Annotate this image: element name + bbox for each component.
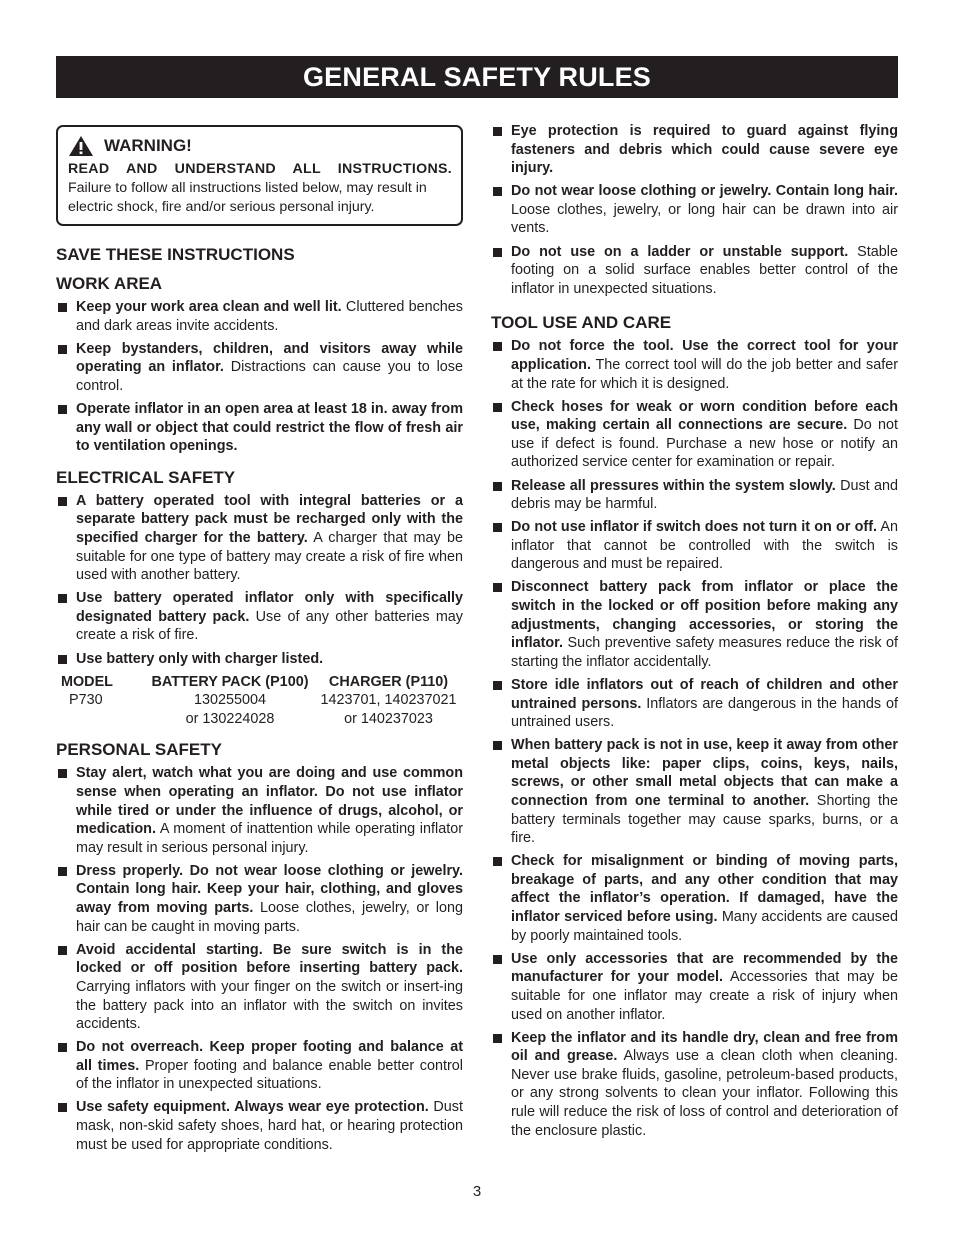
section-electrical-safety: [56, 467, 463, 729]
rule-text: Loose clothes, jewelry, or long hair can be drawn into air vents.: [511, 201, 898, 237]
bullet-square-icon: [493, 681, 502, 690]
bullet-square-icon: [493, 248, 502, 257]
warning-lead: READ AND UNDERSTAND ALL INSTRUCTIONS.: [68, 161, 452, 177]
rule-bold: Do not overreach. Keep proper footing and balance at all times.: [76, 1039, 463, 1074]
bullet-square-icon: [493, 857, 502, 866]
section-heading: TOOL USE AND CARE: [491, 313, 672, 333]
rule-bold: Operate inflator in an open area at least 18 in. away from any wall or object that could restrict the flow of fresh air to ventilation openings.: [76, 400, 463, 455]
rule-bold: Release all pressures within the system slowly.: [511, 477, 836, 494]
warning-box: [56, 125, 463, 226]
warning-header: [68, 135, 452, 157]
table-row: [56, 691, 463, 710]
rule-item: [491, 518, 898, 574]
rule-item: [491, 852, 898, 945]
table-cell: or 140237023: [344, 710, 433, 727]
rule-bold: Keep the inflator and its handle dry, clean and free from oil and grease.: [511, 1029, 898, 1065]
rule-text: The correct tool will do the job better and safer at the rate for which it is designed.: [511, 356, 898, 392]
rule-item: [56, 298, 463, 335]
rule-item: [491, 736, 898, 848]
bullet-square-icon: [58, 867, 67, 876]
bullet-square-icon: [493, 342, 502, 351]
rule-bold: Check for misalignment or binding of moving parts, breakage of parts, and any other condition that may affect the inflator’s operation. If damaged, have the inflator serviced before using.: [511, 853, 898, 926]
rule-item: [491, 337, 898, 393]
rule-bold: Keep bystanders, children, and visitors away while operating an inflator.: [76, 340, 463, 376]
page-title: GENERAL SAFETY RULES: [56, 56, 898, 98]
table-header-row: [56, 673, 463, 692]
rule-item: [56, 492, 463, 585]
rule-bold: Check hoses for weak or worn condition before each use, making certain all connections are secure.: [511, 398, 898, 434]
rule-text: Cluttered benches and dark areas invite accidents.: [76, 299, 463, 334]
rule-text: Do not use if defect is found. Purchase a new hose or notify an authorized service center for examination or repair.: [511, 417, 898, 471]
left-column: [56, 122, 463, 1165]
rule-item: [56, 1038, 463, 1094]
rule-text: Stable footing on a solid surface enables better control of the inflator in unexpected situations.: [511, 243, 898, 297]
rule-bold: Do not wear loose clothing or jewelry. Contain long hair.: [511, 183, 898, 200]
rule-bold: Stay alert, watch what you are doing and use common sense when operating an inflator. Do not use inflator while tired or under the influence of drugs, alcohol, or medication.: [76, 765, 463, 838]
bullet-square-icon: [493, 523, 502, 532]
rule-text: A charger that may be suitable for one type of battery may create a risk of fire when used with another battery.: [76, 529, 463, 584]
rule-item: [491, 243, 898, 299]
section-heading: PERSONAL SAFETY: [56, 740, 222, 760]
rule-bold: Do not force the tool. Use the correct tool for your application.: [511, 338, 898, 373]
section-heading: WORK AREA: [56, 274, 163, 293]
bullet-square-icon: [58, 303, 67, 312]
rule-item: [56, 340, 463, 396]
section-personal-safety-continued: [491, 122, 898, 298]
rule-item: [56, 589, 463, 645]
rule-item: [56, 1098, 463, 1154]
rule-item: [56, 941, 463, 1034]
bullet-square-icon: [58, 405, 67, 414]
rule-bold: A battery operated tool with integral batteries or a separate battery pack must be recharged only with the specified charger for the battery.: [76, 492, 463, 546]
bullet-square-icon: [493, 127, 502, 136]
rule-bold: Store idle inflators out of reach of children and other untrained persons.: [511, 676, 898, 712]
rule-bold: Use battery only with charger listed.: [76, 650, 324, 667]
bullet-square-icon: [58, 345, 67, 354]
rule-text: Always use a clean cloth when cleaning. Never use brake fluids, gasoline, petroleum-based products, or any strong solvents to clean your inflator. Following this rule will reduce the risk of loss of control and deterioration of the enclosure plastic.: [511, 1048, 898, 1139]
section-tool-use-and-care: [491, 312, 898, 1140]
rule-bold: When battery pack is not in use, keep it away from other metal objects like: paper clips, coins, keys, nails, screws, or other small metal objects that can make a connection from one terminal to another.: [511, 737, 898, 809]
rule-item: [491, 676, 898, 732]
rule-bold: Eye protection is required to guard against flying fasteners and debris which could cause severe eye injury.: [511, 123, 898, 177]
rule-item: [491, 398, 898, 472]
bullet-square-icon: [58, 594, 67, 603]
bullet-square-icon: [493, 482, 502, 491]
rule-bold: Do not use inflator if switch does not turn it on or off.: [511, 519, 877, 536]
table-row: [56, 710, 463, 729]
rule-text: Proper footing and balance enable better control of the inflator in unexpected situations.: [76, 1057, 463, 1093]
rule-item: [491, 182, 898, 238]
rule-text: Many accidents are caused by poorly maintained tools.: [511, 909, 898, 944]
battery-table: [56, 673, 463, 729]
rule-text: Such preventive safety measures reduce the risk of starting the inflator accidentally.: [511, 635, 898, 670]
rule-bold: Do not use on a ladder or unstable support.: [511, 243, 849, 260]
rule-text: Loose clothes, jewelry, or long hair can be caught in moving parts.: [76, 900, 463, 935]
rule-text: An inflator that cannot be controlled with the switch is dangerous and must be repaired.: [511, 519, 898, 573]
rule-item: [56, 862, 463, 936]
rule-bold: Keep your work area clean and well lit.: [76, 299, 342, 315]
rule-item: [491, 477, 898, 514]
right-column: [491, 122, 898, 1151]
table-cell: 130255004: [193, 692, 267, 709]
rule-text: Carrying inflators with your finger on the switch or insert-ing the battery pack into an inflator with the switch on invites accidents.: [76, 978, 463, 1033]
bullet-square-icon: [493, 741, 502, 750]
rule-text: Inflators are dangerous in the hands of untrained users.: [511, 695, 898, 731]
save-instructions-heading: SAVE THESE INSTRUCTIONS: [56, 245, 295, 264]
page-number: 3: [472, 1183, 482, 1200]
rule-text: Dust and debris may be harmful.: [511, 477, 898, 513]
rule-bold: Dress properly. Do not wear loose clothing or jewelry. Contain long hair. Keep your hair, clothing, and gloves away from moving parts.: [76, 862, 463, 917]
bullet-square-icon: [493, 1034, 502, 1043]
bullet-square-icon: [493, 187, 502, 196]
bullet-square-icon: [493, 403, 502, 412]
section-work-area: [56, 273, 463, 456]
rule-text: A moment of inattention while operating inflator may result in serious personal injury.: [76, 821, 463, 856]
rule-item: [491, 122, 898, 178]
table-header-cell: CHARGER (P110): [328, 673, 449, 690]
bullet-square-icon: [58, 655, 67, 664]
table-header-cell: BATTERY PACK (P100): [151, 673, 309, 690]
rule-item: [56, 400, 463, 456]
rule-bold: Disconnect battery pack from inflator or place the switch in the locked or off position before making any adjustments, changing accessories, or storing the inflator.: [511, 579, 898, 652]
warning-triangle-icon: [68, 135, 94, 157]
rule-bold: Use battery operated inflator only with specifically designated battery pack.: [76, 590, 463, 625]
bullet-square-icon: [493, 583, 502, 592]
rule-item: [491, 1029, 898, 1141]
bullet-square-icon: [493, 955, 502, 964]
rule-text: Shorting the battery terminals together may cause sparks, burns, or a fire.: [511, 793, 898, 847]
bullet-square-icon: [58, 946, 67, 955]
rule-text: Accessories that may be suitable for one inflator may create a risk of injury when used on another inflator.: [511, 969, 898, 1023]
rule-bold: Use only accessories that are recommended by the manufacturer for your model.: [511, 950, 898, 986]
table-cell: 1423701, 140237021: [320, 692, 457, 709]
rule-item: [56, 650, 463, 669]
rule-item: [491, 950, 898, 1024]
table-cell: [56, 710, 146, 729]
table-cell: or 130224028: [185, 710, 275, 727]
warning-text: Failure to follow all instructions listed below, may result in electric shock, fire and/or serious personal injury.: [68, 180, 427, 215]
table-cell: P730: [69, 692, 103, 709]
rule-item: [491, 578, 898, 671]
rule-bold: Avoid accidental starting. Be sure switch is in the locked or off position before inserting battery pack.: [76, 941, 463, 977]
section-heading: ELECTRICAL SAFETY: [56, 467, 236, 487]
bullet-square-icon: [58, 497, 67, 506]
bullet-square-icon: [58, 1043, 67, 1052]
rule-text: Distractions can cause you to lose control.: [76, 359, 463, 394]
rule-bold: Use safety equipment. Always wear eye protection.: [76, 1099, 429, 1116]
rule-text: Use of any other batteries may create a risk of fire.: [76, 608, 464, 644]
table-header-cell: MODEL: [61, 673, 113, 690]
section-personal-safety: [56, 739, 463, 1154]
bullet-square-icon: [58, 1103, 67, 1112]
rule-item: [56, 764, 463, 857]
bullet-square-icon: [58, 769, 67, 778]
warning-title: WARNING!: [104, 136, 192, 155]
rule-text: Dust mask, non-skid safety shoes, hard hat, or hearing protection must be used for appropriate conditions.: [76, 1099, 463, 1153]
